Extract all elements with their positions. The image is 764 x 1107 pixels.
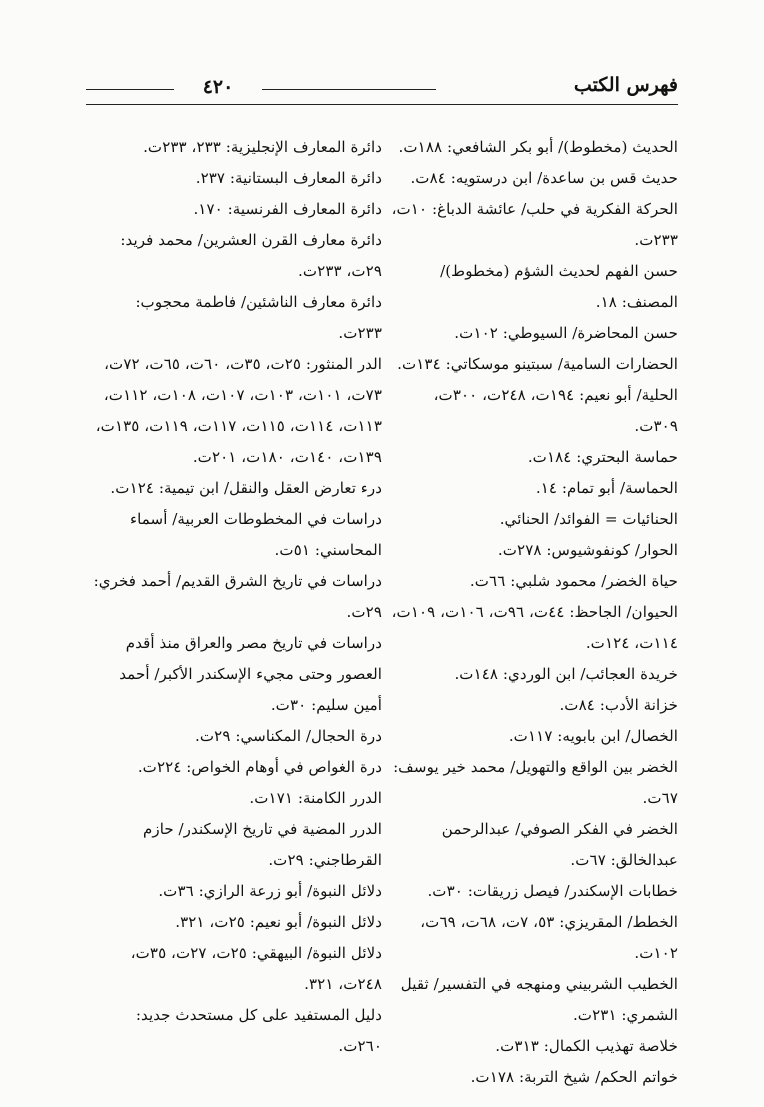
index-entry: دائرة معارف الناشئين/ فاطمة محجوب: ٢٣٣ت. [135, 293, 382, 342]
index-entry: دليل المستفيد على كل مستحدث جديد: ٢٦٠ت. [135, 1006, 382, 1055]
index-entry: الخطيب الشربيني ومنهجه في التفسير/ ثقيل الشمري: ٢٣١ت. [400, 975, 678, 1024]
index-entry: الحيوان/ الجاحظ: ٤٤ت، ٩٦ت، ١٠٦ت، ١٠٩ت، ١١٤ت، ١٢٤ت. [391, 603, 678, 652]
index-entry: خطابات الإسكندر/ فيصل زريقات: ٣٠ت. [427, 882, 678, 900]
index-entry: حياة الخضر/ محمود شلبي: ٦٦ت. [469, 572, 678, 590]
index-entry: دائرة المعارف البستانية: ٢٣٧. [195, 169, 382, 187]
left-column [92, 132, 382, 1062]
index-entry: الخضر بين الواقع والتهويل/ محمد خير يوسف: ٦٧ت. [393, 758, 678, 807]
index-entry: خلاصة تهذيب الكمال: ٣١٣ت. [495, 1037, 678, 1055]
index-entry: الدرر الكامنة: ١٧١ت. [249, 789, 382, 807]
index-entry: الخضر في الفكر الصوفي/ عبدالرحمن عبدالخالق: ٦٧ت. [441, 820, 678, 869]
index-entry: حديث قس بن ساعدة/ ابن درستويه: ٨٤ت. [410, 169, 678, 187]
index-entry: دلائل النبوة/ أبو نعيم: ٢٥ت، ٣٢١. [175, 913, 382, 931]
index-entry: الحوار/ كونفوشيوس: ٢٧٨ت. [497, 541, 678, 559]
header-dash [262, 89, 436, 90]
index-entry: دائرة المعارف الفرنسية: ١٧٠. [193, 200, 382, 218]
index-entry: الحنائيات = الفوائد/ الحنائي. [499, 510, 678, 528]
index-entry: دراسات في المخطوطات العربية/ أسماء المحاسني: ٥١ت. [129, 510, 382, 559]
index-entry: دلائل النبوة/ أبو زرعة الرازي: ٣٦ت. [158, 882, 382, 900]
index-entry: دلائل النبوة/ البيهقي: ٢٥ت، ٢٧ت، ٣٥ت، ٢٤٨ت، ٣٢١. [130, 944, 382, 993]
index-entry: درء تعارض العقل والنقل/ ابن تيمية: ١٢٤ت. [110, 479, 382, 497]
index-entry: الحماسة/ أبو تمام: ١٤. [535, 479, 678, 497]
index-entry: الخطط/ المقريزي: ٥٣، ٧ت، ٦٨ت، ٦٩ت، ١٠٢ت. [420, 913, 678, 962]
index-entry: درة الغواص في أوهام الخواص: ٢٢٤ت. [137, 758, 382, 776]
index-entry: درة الحجال/ المكناسي: ٢٩ت. [195, 727, 382, 745]
index-entry: دراسات في تاريخ مصر والعراق منذ أقدم العصور وحتى مجيء الإسكندر الأكبر/ أحمد أمين سليم: ٣٠ت. [119, 634, 382, 714]
index-entry: خواتم الحكم/ شيخ التربة: ١٧٨ت. [470, 1068, 678, 1086]
index-entry: الدر المنثور: ٢٥ت، ٣٥ت، ٦٠ت، ٦٥ت، ٧٢ت، ٧٣ت، ١٠١ت، ١٠٣ت، ١٠٧ت، ١٠٨ت، ١١٢ت، ١١٣ت، ١١٤ت، ١١٥ت، ١١٧ت، ١١٩ت، ١٣٥ت، ١٣٩ت، ١٤٠ت، ١٨٠ت، ٢٠١ت. [95, 355, 382, 466]
page-title: فهرس الكتب [573, 74, 678, 96]
index-entry: الحركة الفكرية في حلب/ عائشة الدباغ: ١٠ت، ٢٣٣ت. [391, 200, 678, 249]
index-entry: خريدة العجائب/ ابن الوردي: ١٤٨ت. [454, 665, 678, 683]
index-entry: الحديث (مخطوط)/ أبو بكر الشافعي: ١٨٨ت. [398, 138, 678, 156]
index-entry: دراسات في تاريخ الشرق القديم/ أحمد فخري: ٢٩ت. [93, 572, 382, 621]
index-entry: الخصال/ ابن بابويه: ١١٧ت. [508, 727, 678, 745]
index-entry: الحضارات السامية/ سبتينو موسكاتي: ١٣٤ت. [397, 355, 678, 373]
index-entry: خزانة الأدب: ٨٤ت. [559, 696, 678, 714]
running-head [86, 74, 678, 102]
page-number: ٤٢٠ [202, 76, 234, 98]
header-rule [86, 104, 678, 105]
index-entry: دائرة المعارف الإنجليزية: ٢٣٣، ٢٣٣ت. [143, 138, 382, 156]
index-entry: حسن المحاضرة/ السيوطي: ١٠٢ت. [454, 324, 678, 342]
header-dash [86, 89, 174, 90]
index-entry: حسن الفهم لحديث الشؤم (مخطوط)/ المصنف: ١٨. [440, 262, 678, 311]
index-entry: الدرر المضية في تاريخ الإسكندر/ حازم القرطاجني: ٢٩ت. [142, 820, 382, 869]
index-entry: دائرة معارف القرن العشرين/ محمد فريد: ٢٩ت، ٢٣٣ت. [120, 231, 382, 280]
right-column [388, 132, 678, 1093]
index-entry: الحلية/ أبو نعيم: ١٩٤ت، ٢٤٨ت، ٣٠٠ت، ٣٠٩ت. [433, 386, 678, 435]
index-entry: حماسة البحتري: ١٨٤ت. [527, 448, 678, 466]
